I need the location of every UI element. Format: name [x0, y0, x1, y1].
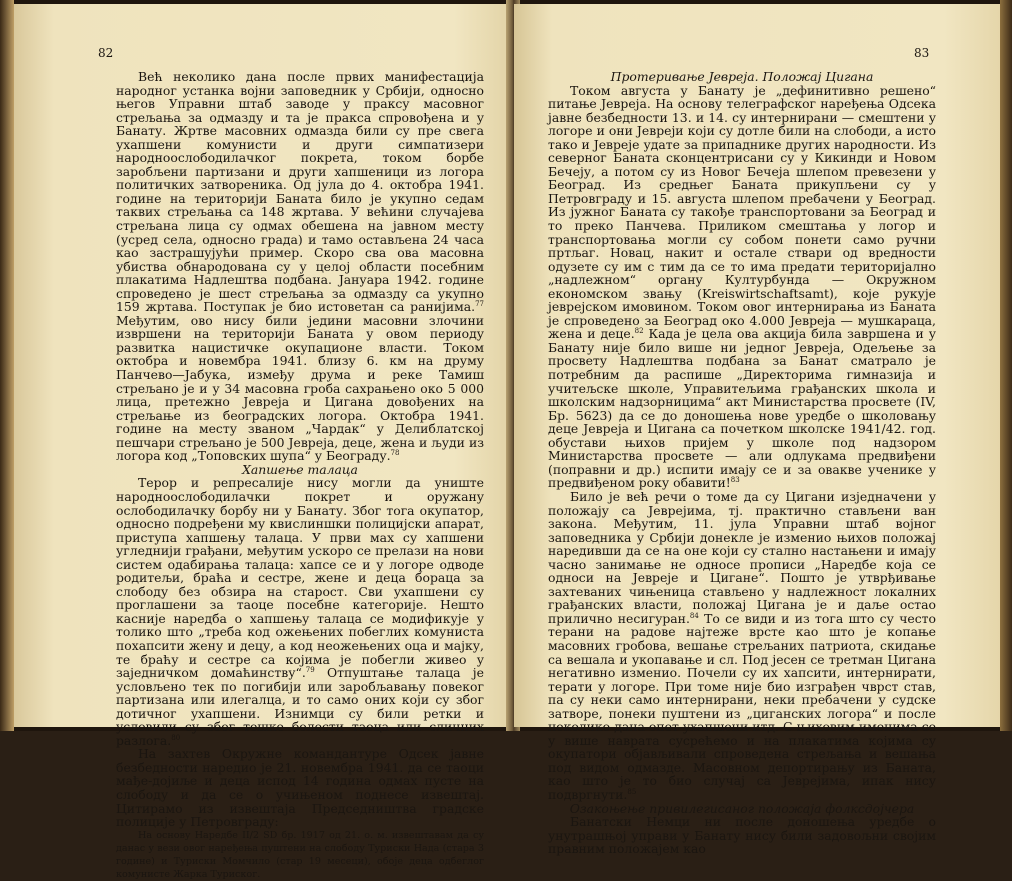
paragraph: Већ неколико дана после првих манифестација народног устанка војни заповедник у Србији, односно његов Управни штаб заводе у праксу масовног стрељања за одмазду и та је пракса спровођена и у Банату. Жртве масовних одмазда били су пре свега ухапшени комунисти и други симпатизери народноослободилачког покрета, током борбе заробљени партизани и други хапшеници из логора политичких затвореника. Од јула до 4. октобра 1941. године на територији Баната било је укупно седам таквих стрељања са 148 жртава. У већини случајева стрељана лица су одмах обешена на јавном месту (усред села, односно града) и тамо остављена 24 часа као застрашујући пример. Скоро сва ова масовна убиства обнародована су у целој области посебним плакатима Надлештва подбана. Јануара 1942. године спроведено је шест стрељања за одмазду са укупно 159 жртава. Поступак је био истоветан са ранијима.$^{77}$ Међутим, ово нису били једини масовни злочини извршени на територији Баната у овом периоду развитка нацистичке окупационе власти. Током октобра и новембра 1941. близу 6. км на друму Панчево—Јабука, између друма и реке Тамиш стрељано је и у 34 масовна гроба сахрањено око 5 000 лица, претежно Јевреја и Цигана довођених на стрељање из београдских логора. Октобра 1941. године на месту званом „Чардак“ у Делиблатској пешчари стрељано је 500 Јевреја, деце, жена и људи из логора код „Топовских шупа“ у Београду.$^{78}$ — [116, 69, 484, 464]
block-quote: На основу Наредбе II/2 SD бр. 1917 од 21. о. м. извештавам да су данас у вези овог наређења пуштени на слободу Туриски Нада (стара 3 године) и Туриски Момчило (стар 19 месеци), обоје деца одбеглог комунисте Жарка Туриског. — [116, 829, 484, 881]
footnote-ref: 80 — [171, 733, 181, 742]
section-heading: Протеривање Јевреја. Положај Цигана — [610, 69, 874, 84]
footnote-ref: 79 — [305, 665, 315, 674]
left-page-text — [116, 70, 484, 881]
paragraph: Терор и репресалије нису могли да униште народноослободилачки покрет и оружану ослободилачку борбу ни у Банату. Због тога окупатор, односно подређени му квислиншки полицијски апарат, приступа хапшењу талаца. У први мах су хапшени угледнији грађани, међутим ускоро се прелази на нови систем одабирања талаца: хапсе се и у логоре одводе родитељи, браћа и сестре, жене и деца бораца за слободу без обзира на старост. Сви ухапшени су проглашени за таоце посебне категорије. Нешто касније наредба о хапшењу талаца се модификује у толико што „треба код ожењених побеглих комуниста похапсити жену и децу, а код неожењених оца и мајку, те браћу и сестре са којима је побегли живео у заједничком домаћинству“.$^{79}$ Отпуштање талаца је условљено тек по погибији или заробљавању повеког партизана или илегалца, и то само оних који су због дотичног ухапшени. Изнимци су били ретки и условили су због тешке болести таоца или сличних разлога.$^{80}$ — [116, 475, 484, 748]
footnote-ref: 82 — [634, 327, 644, 336]
paragraph: На захтев Окружне командантуре Одсек јавне безбедности наредио је 21. новембра 1941. да се таоци мађе-дојиље и деца испод 14 година одмах пусте на слободу и да се о учињеном поднесе извештај. Цитирамо из извештаја Председништва градске полиције у Петровграду: — [116, 746, 484, 830]
section-heading: Озакоњење привилегисаног положаја фолксдојчера — [569, 800, 915, 816]
page-number: 82 — [98, 46, 114, 60]
footnote-ref: 85 — [627, 787, 637, 796]
footnote-ref: 78 — [390, 449, 400, 458]
page-number: 83 — [914, 46, 930, 60]
paragraph: Било је већ речи о томе да су Цигани изједначени у положају са Јеврејима, тј. практично стављени ван закона. Међутим, 11. јула Управни штаб војног заповедника у Србији донекле је изменио њихов положај наредивши да се на оне који су стално настањени и имају часно занимање не односе прописи „Наредбе која се односи на Јевреје и Цигане“. Пошто је утврђивање захтеваних чињеница стављено у надлежност локалних грађанских власти, положај Цигана је и даље остао прилично несигуран.$^{84}$ То се види и из тога што су често терани на радове најтеже врсте као што је копање масовних гробова, вешање стрељаних патриота, скидање са вешала и укопавање и сл. Под јесен се третман Цигана негативно изменио. Почели су их хапсити, интернирати, терати у логоре. При томе није био изграђен чврст став, па су неки само интернирани, неки пребачени у судске затворе, понеки пуштени из „циганских логора“ и после неколико дана опет ухапшени итд. С њиховим именима се у више наврата сусрећемо и на плакатима којима су окупатори објављивали спроведена стрељања и вешања под видом одмазде. Масовном депортирању из Баната, као што је то био случај са Јеврејима, ипак нису подвргнути.$^{85}$ — [548, 488, 936, 802]
footnote-ref: 77 — [475, 300, 484, 309]
footnote-ref: 84 — [689, 611, 699, 620]
paragraph: Током августа у Банату је „дефинитивно решено“ питање Јевреја. На основу телеграфског наређења Одсека јавне безбедности 13. и 14. су интернирани — смештени у логоре и они Јевреји који су дотле били на слободи, а исто тако и Јевреје удате за припаднике других народности. Из северног Баната сконцентрисани су у Кикинди и Новом Бечеју, а потом су из Новог Бечеја шлепом превезени у Београд. Из средњег Баната прикупљени су у Петровграду и 15. августа шлепом пребачени у Београд. Из јужног Баната су такође транспортовани за Београд и то преко Панчева. Приликом смештања у логор и транспортовања могли су собом понети само ручни пртљаг. Новац, накит и остале ствари од вредности одузете су им с тим да се то има предати територијално „надлежном“ органу Културбунда — Окружном економском звању (Kreiswirtschaftsamt), које рукује јеврејском имовином. Током овог интернирања из Баната је спроведено за Београд око 4.000 Јевреја — мушкараца, жена и деце.$^{82}$ Када је цела ова акција била завршена и у Банату није било више ни једног Јевреја, Одељење за просвету Надлештва подбана за Банат сматрало је потребним да распише „Директорима гимназија и учитељске школе, Управитељима грађанских школа и школским надзорницима“ акт Министарства просвете (IV, Бр. 5623) да се до доношења нове уредбе о школовању деце Јевреја и Цигана са почетком школске 1941/42. год. обустави њихов пријем у школе под надзором Министарства просвете — али одлукама предвиђени (поправни и др.) испити имају се и за овакве ученике у предвиђеном року обавити!$^{83}$ — [548, 82, 936, 491]
paragraph: Банатски Немци ни после доношења уредбе о унутрашњој управи у Банату нису били задовољни својим правним положајем као — [548, 814, 936, 857]
right-page-text — [548, 70, 936, 856]
footnote-ref: 83 — [730, 476, 740, 485]
right-book-edge — [1000, 0, 1012, 731]
left-book-edge — [0, 0, 14, 731]
left-page — [14, 4, 512, 881]
section-heading: Хапшење талаца — [242, 461, 358, 477]
right-page — [514, 4, 1000, 857]
